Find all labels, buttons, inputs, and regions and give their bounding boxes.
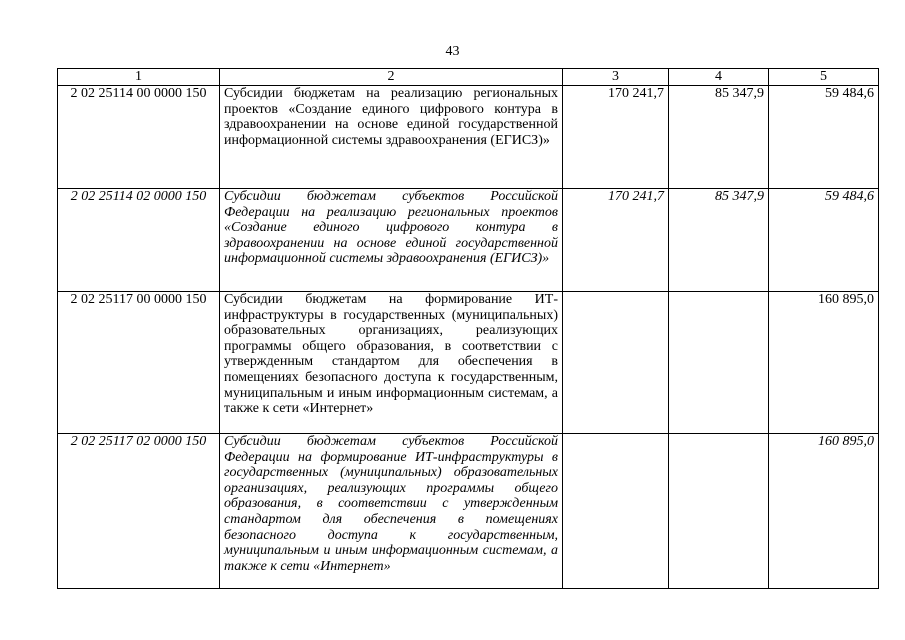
table-row [58, 434, 879, 589]
amount-col5-cell: 59 484,6 [769, 86, 879, 189]
column-header-5: 5 [769, 69, 879, 86]
page-number: 43 [445, 44, 460, 59]
budget-code-cell: 2 02 25114 02 0000 150 [58, 189, 220, 292]
budget-table [57, 68, 879, 589]
budget-code-cell: 2 02 25117 02 0000 150 [58, 434, 220, 589]
description-cell: Субсидии бюджетам субъектов Российской Федерации на реализацию региональных проектов «Создание единого цифрового контура в здравоохранении на основе единой государственной информационной системы здравоохранения (ЕГИСЗ)» [220, 189, 563, 292]
amount-col3-cell [563, 434, 669, 589]
column-header-4: 4 [669, 69, 769, 86]
amount-col4-cell [669, 292, 769, 434]
description-cell: Субсидии бюджетам субъектов Российской Федерации на формирование ИТ-инфраструктуры в государственных (муниципальных) образовательных организациях, реализующих программы общего образования, в соответствии с утвержденным стандартом для обеспечения в помещениях безопасного доступа к государственным, муниципальным и иным информационным системам, а также к сети «Интернет» [220, 434, 563, 589]
table-row [58, 292, 879, 434]
budget-code-cell: 2 02 25117 00 0000 150 [58, 292, 220, 434]
budget-code-cell: 2 02 25114 00 0000 150 [58, 86, 220, 189]
column-header-2: 2 [220, 69, 563, 86]
amount-col5-cell: 160 895,0 [769, 434, 879, 589]
column-header-3: 3 [563, 69, 669, 86]
table-header-row [58, 69, 879, 86]
amount-col3-cell: 170 241,7 [563, 189, 669, 292]
amount-col3-cell [563, 292, 669, 434]
description-cell: Субсидии бюджетам на реализацию региональных проектов «Создание единого цифрового контура в здравоохранении на основе единой государственной информационной системы здравоохранения (ЕГИСЗ)» [220, 86, 563, 189]
table-row [58, 86, 879, 189]
amount-col4-cell: 85 347,9 [669, 86, 769, 189]
table-row [58, 189, 879, 292]
description-cell: Субсидии бюджетам на формирование ИТ-инфраструктуры в государственных (муниципальных) образовательных организациях, реализующих программы общего образования, в соответствии с утвержденным стандартом для обеспечения в помещениях безопасного доступа к государственным, муниципальным и иным информационным системам, а также к сети «Интернет» [220, 292, 563, 434]
amount-col4-cell [669, 434, 769, 589]
amount-col4-cell: 85 347,9 [669, 189, 769, 292]
amount-col5-cell: 160 895,0 [769, 292, 879, 434]
column-header-1: 1 [58, 69, 220, 86]
amount-col5-cell: 59 484,6 [769, 189, 879, 292]
amount-col3-cell: 170 241,7 [563, 86, 669, 189]
